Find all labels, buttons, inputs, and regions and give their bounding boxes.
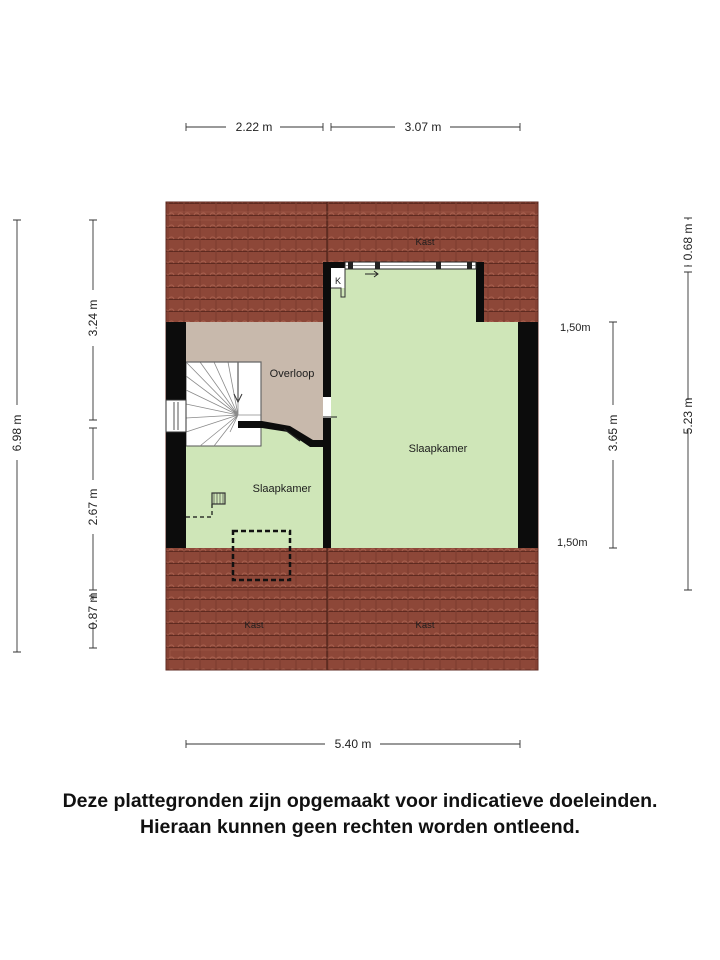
dimension-right-inner: 3.65 m [606, 414, 620, 452]
height-label-bottom: 1,50m [557, 537, 588, 549]
dimension-bottom: 5.40 m [334, 737, 372, 751]
dimension-left-total: 6.98 m [10, 414, 24, 452]
room-label-overloop: Overloop [269, 368, 315, 380]
disclaimer-line-2: Hieraan kunnen geen rechten worden ontleend. [140, 816, 580, 838]
dimension-right-outer-top: 0.68 m [681, 223, 695, 261]
dimension-top-left: 2.22 m [235, 120, 273, 134]
room-label-kast-bottom-left: Kast [244, 620, 264, 631]
disclaimer-line-1: Deze plattegronden zijn opgemaakt voor indicatieve doeleinden. [62, 790, 658, 812]
dimension-left-upper: 3.24 m [86, 299, 100, 337]
staircase [186, 362, 261, 446]
room-label-slaapkamer-small: Slaapkamer [252, 483, 312, 495]
disclaimer [0, 788, 720, 840]
side-window [166, 400, 186, 432]
dimension-left-middle: 2.67 m [86, 488, 100, 526]
room-label-kast-bottom-right: Kast [415, 620, 435, 631]
room-label-kast-small: K [335, 276, 342, 286]
dimension-right-outer: 5.23 m [681, 397, 695, 435]
height-label-top: 1,50m [560, 322, 591, 334]
room-label-kast-top: Kast [415, 237, 435, 248]
dimension-top-right: 3.07 m [404, 120, 442, 134]
room-label-slaapkamer-large: Slaapkamer [408, 443, 468, 455]
dimension-left-lower: 0.87 m [86, 592, 100, 630]
